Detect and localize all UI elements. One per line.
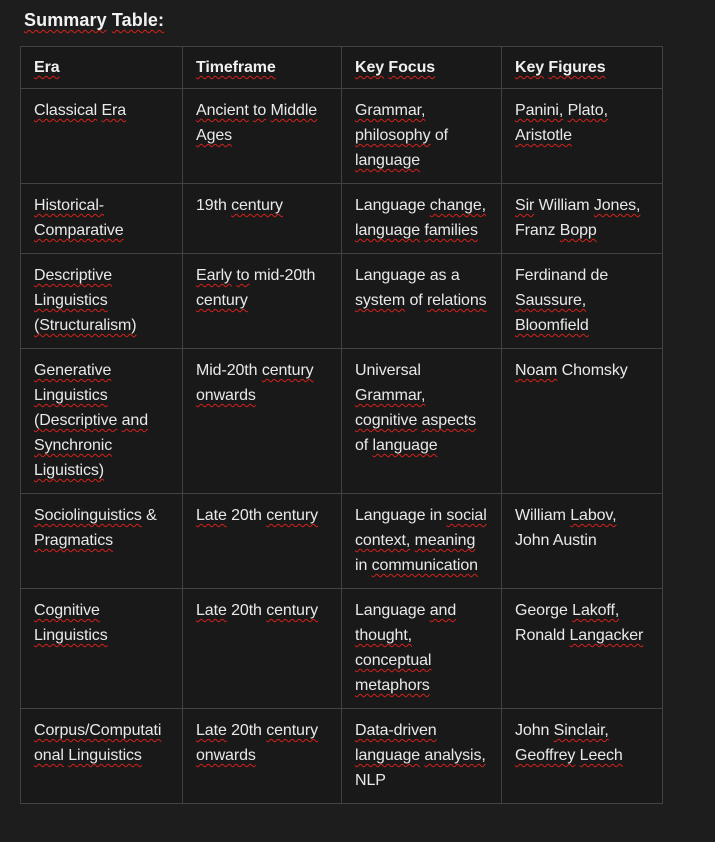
word: of (355, 437, 369, 454)
word: Universal (355, 362, 421, 379)
misspelled-word: Era (101, 102, 127, 119)
misspelled-word: Middle (270, 102, 318, 119)
word: Ferdinand (515, 267, 587, 284)
misspelled-word: cognitive (355, 412, 418, 429)
misspelled-word: Summary (24, 10, 107, 30)
misspelled-word: change, (429, 197, 486, 214)
misspelled-word: analysis, (424, 747, 486, 764)
misspelled-word: and (121, 412, 149, 429)
cell-era (21, 494, 183, 589)
cell-key-focus (342, 494, 502, 589)
misspelled-word: Era (34, 59, 60, 76)
misspelled-word: language (355, 747, 421, 764)
table-row (21, 184, 663, 254)
misspelled-word: Descriptive (34, 267, 113, 284)
page-title (24, 8, 715, 32)
header-row (21, 47, 663, 89)
misspelled-word: Cognitive (34, 602, 100, 619)
word: John (515, 722, 550, 739)
table-header (21, 47, 663, 89)
word: of (434, 127, 449, 144)
column-header-timeframe (183, 47, 342, 89)
table-row (21, 589, 663, 709)
misspelled-word: Linguistics (68, 747, 142, 764)
word: in (429, 507, 443, 524)
word: Franz (515, 222, 556, 239)
column-header-era (21, 47, 183, 89)
misspelled-word: Saussure, (515, 292, 587, 309)
cell-timeframe (183, 494, 342, 589)
cell-timeframe (183, 89, 342, 184)
misspelled-word: (Descriptive (34, 412, 118, 429)
word: William (538, 197, 590, 214)
misspelled-word: Noam (515, 362, 558, 379)
misspelled-word: Focus (388, 59, 436, 76)
cell-timeframe (183, 254, 342, 349)
word: George (515, 602, 568, 619)
word: Language (355, 197, 426, 214)
word: Chomsky (561, 362, 628, 379)
misspelled-word: Bopp (559, 222, 597, 239)
word: Austin (552, 532, 597, 549)
cell-key-focus (342, 589, 502, 709)
table-row (21, 349, 663, 494)
misspelled-word: to (236, 267, 250, 284)
misspelled-word: language (355, 222, 421, 239)
misspelled-word: century (266, 722, 318, 739)
misspelled-word: Sinclair, (553, 722, 609, 739)
table-row (21, 89, 663, 184)
cell-key-figures (502, 709, 663, 804)
table-row (21, 494, 663, 589)
column-header-key-focus (342, 47, 502, 89)
cell-era (21, 709, 183, 804)
misspelled-word: Historical-Comparative (34, 197, 124, 239)
cell-era (21, 589, 183, 709)
cell-era (21, 184, 183, 254)
cell-timeframe (183, 184, 342, 254)
cell-timeframe (183, 349, 342, 494)
misspelled-word: context, (355, 532, 411, 549)
misspelled-word: Ancient (196, 102, 249, 119)
misspelled-word: families (424, 222, 478, 239)
misspelled-word: communication (371, 557, 478, 574)
misspelled-word: (Structuralism) (34, 317, 137, 334)
word: of (409, 292, 423, 309)
misspelled-word: Generative (34, 362, 112, 379)
misspelled-word: social (446, 507, 487, 524)
misspelled-word: system (355, 292, 406, 309)
misspelled-word: century (196, 292, 248, 309)
misspelled-word: Table: (111, 10, 165, 30)
table-row (21, 254, 663, 349)
cell-key-figures (502, 589, 663, 709)
misspelled-word: to (253, 102, 267, 119)
misspelled-word: conceptual (355, 652, 432, 669)
misspelled-word: Figures (548, 59, 606, 76)
word: mid-20th (253, 267, 316, 284)
misspelled-word: Lakoff, (572, 602, 620, 619)
cell-key-figures (502, 89, 663, 184)
misspelled-word: Plato, (567, 102, 608, 119)
misspelled-word: Corpus/Computational (34, 722, 162, 764)
misspelled-word: Bloomfield (515, 317, 589, 334)
cell-timeframe (183, 709, 342, 804)
word: John (515, 532, 550, 549)
misspelled-word: meaning (414, 532, 476, 549)
cell-key-figures (502, 254, 663, 349)
misspelled-word: Linguistics (34, 292, 108, 309)
misspelled-word: century (231, 197, 283, 214)
misspelled-word: Synchronic (34, 437, 113, 454)
cell-key-figures (502, 184, 663, 254)
word: 19th (196, 197, 227, 214)
misspelled-word: language (355, 152, 421, 169)
misspelled-word: Pragmatics (34, 532, 114, 549)
misspelled-word: metaphors (355, 677, 430, 694)
cell-key-focus (342, 349, 502, 494)
misspelled-word: Jones, (593, 197, 641, 214)
word: 20th (231, 722, 262, 739)
word: William (515, 507, 566, 524)
word: de (590, 267, 609, 284)
misspelled-word: Geoffrey (515, 747, 576, 764)
misspelled-word: Key (355, 59, 385, 76)
cell-era (21, 349, 183, 494)
misspelled-word: Grammar, (355, 102, 426, 119)
misspelled-word: Labov, (570, 507, 617, 524)
misspelled-word: Linguistics (34, 627, 108, 644)
column-header-key-figures (502, 47, 663, 89)
table-body (21, 89, 663, 804)
misspelled-word: century (266, 507, 318, 524)
table-row (21, 709, 663, 804)
misspelled-word: Aristotle (515, 127, 572, 144)
word: 20th (231, 602, 262, 619)
misspelled-word: Liguistics) (34, 462, 105, 479)
misspelled-word: relations (426, 292, 487, 309)
word: & (146, 507, 157, 524)
misspelled-word: Late (196, 507, 227, 524)
word: Language (355, 267, 426, 284)
cell-key-figures (502, 349, 663, 494)
word: 20th (231, 507, 262, 524)
misspelled-word: Ages (196, 127, 233, 144)
misspelled-word: Grammar, (355, 387, 426, 404)
word: Mid-20th (196, 362, 258, 379)
misspelled-word: Classical (34, 102, 98, 119)
misspelled-word: Langacker (569, 627, 644, 644)
word: Language (355, 602, 426, 619)
misspelled-word: Late (196, 602, 227, 619)
cell-key-figures (502, 494, 663, 589)
misspelled-word: Linguistics (34, 387, 108, 404)
misspelled-word: Sociolinguistics (34, 507, 142, 524)
summary-table (20, 46, 663, 804)
misspelled-word: century (266, 602, 318, 619)
misspelled-word: Sir (515, 197, 535, 214)
misspelled-word: language (372, 437, 438, 454)
misspelled-word: Data-driven (355, 722, 437, 739)
cell-era (21, 89, 183, 184)
word: a (450, 267, 460, 284)
misspelled-word: thought, (355, 627, 413, 644)
word: Language (355, 507, 426, 524)
misspelled-word: Key (515, 59, 545, 76)
misspelled-word: and (429, 602, 457, 619)
misspelled-word: Late (196, 722, 227, 739)
misspelled-word: onwards (196, 387, 256, 404)
word: as (429, 267, 447, 284)
cell-key-focus (342, 709, 502, 804)
misspelled-word: philosophy (355, 127, 431, 144)
word: NLP (355, 772, 386, 789)
cell-key-focus (342, 254, 502, 349)
misspelled-word: Timeframe (196, 59, 276, 76)
cell-timeframe (183, 589, 342, 709)
misspelled-word: Leech (579, 747, 623, 764)
misspelled-word: Panini, (515, 102, 564, 119)
misspelled-word: aspects (421, 412, 477, 429)
word: Ronald (515, 627, 566, 644)
misspelled-word: Early (196, 267, 232, 284)
cell-key-focus (342, 89, 502, 184)
misspelled-word: onwards (196, 747, 256, 764)
misspelled-word: century (261, 362, 314, 379)
cell-era (21, 254, 183, 349)
cell-key-focus (342, 184, 502, 254)
word: in (355, 557, 368, 574)
